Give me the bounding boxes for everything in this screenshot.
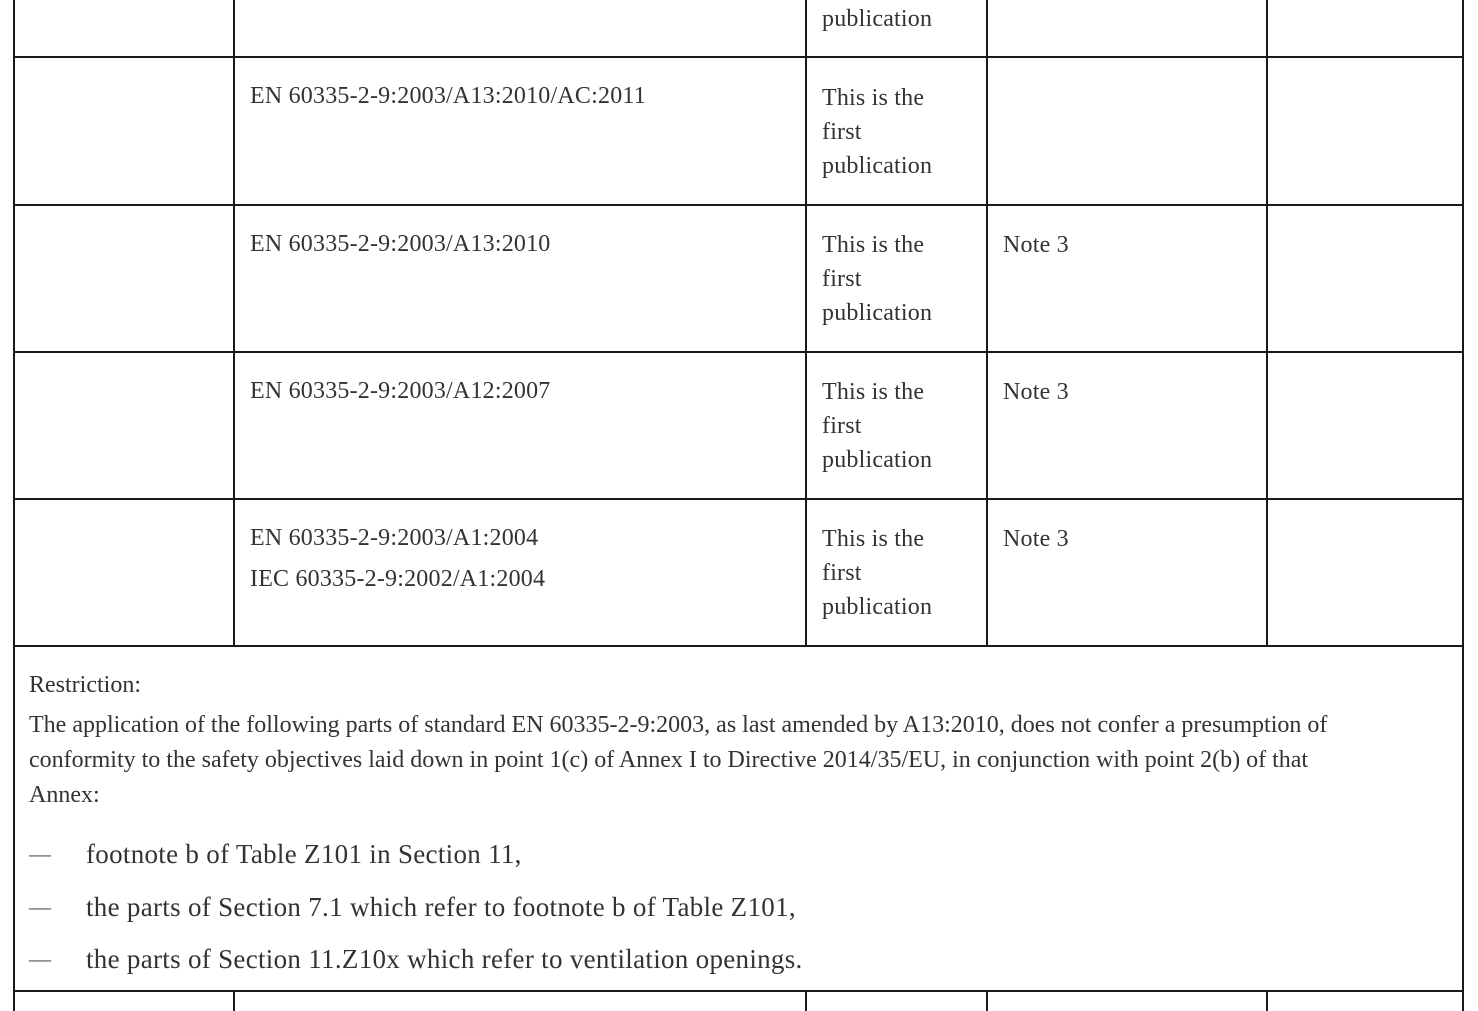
table-rule [13, 351, 1464, 353]
standard-reference: IEC 60335-2-9:2002/A1:2004 [250, 566, 546, 592]
restriction-paragraph-line: The application of the following parts of standard EN 60335-2-9:2003, as last amended by A13:2010, does not confer a presumption of [29, 712, 1328, 738]
standard-reference: EN 60335-2-9:2003/A12:2007 [250, 378, 551, 404]
table-border-left [13, 0, 15, 1011]
first-publication-text: publication [822, 447, 933, 473]
restriction-label: Restriction: [29, 672, 141, 698]
reference-cell [250, 518, 545, 600]
restriction-paragraph-line: Annex: [29, 782, 100, 808]
table-rule [13, 990, 1464, 992]
dash-marker: — [29, 946, 52, 971]
list-item-text: the parts of Section 11.Z10x which refer to ventilation openings. [86, 944, 803, 974]
first-publication-text: This is the [822, 85, 925, 111]
note-text: Note 3 [1003, 232, 1069, 258]
first-publication-cell [822, 228, 932, 330]
column-divider [805, 990, 807, 1011]
table-rule [13, 56, 1464, 58]
note-text: Note 3 [1003, 379, 1069, 405]
first-publication-text: first [822, 119, 862, 145]
first-publication-text: publication [822, 153, 933, 179]
standard-reference: EN 60335-2-9:2003/A13:2010/AC:2011 [250, 83, 646, 109]
column-divider [805, 0, 807, 647]
reference-cell [250, 371, 551, 412]
restriction-block [29, 668, 1449, 813]
first-publication-text: This is the [822, 379, 925, 405]
list-item [29, 933, 1449, 986]
column-divider [233, 0, 235, 647]
first-publication-cell [822, 81, 932, 183]
first-publication-text: first [822, 266, 862, 292]
reference-cell [250, 224, 551, 265]
first-publication-text: This is the [822, 526, 925, 552]
standard-reference: EN 60335-2-9:2003/A13:2010 [250, 231, 551, 257]
list-item-text: footnote b of Table Z101 in Section 11, [86, 839, 522, 869]
first-publication-text: publication [822, 6, 933, 32]
list-item-text: the parts of Section 7.1 which refer to footnote b of Table Z101, [86, 891, 796, 922]
list-item [29, 881, 1449, 934]
restriction-list [29, 828, 1449, 986]
table-rule [13, 204, 1464, 206]
standard-reference: EN 60335-2-9:2003/A1:2004 [250, 525, 539, 551]
first-publication-text: publication [822, 594, 933, 620]
note-text: Note 3 [1003, 526, 1069, 552]
column-divider [986, 990, 988, 1011]
column-divider [1266, 0, 1268, 647]
note-cell [1003, 228, 1069, 262]
first-publication-text: first [822, 413, 862, 439]
dash-marker: — [29, 893, 52, 919]
list-item [29, 828, 1449, 881]
reference-cell [250, 76, 646, 117]
column-divider [1266, 990, 1268, 1011]
table-rule [13, 498, 1464, 500]
restriction-paragraph [29, 708, 1449, 813]
note-cell [1003, 375, 1069, 409]
column-divider [233, 990, 235, 1011]
dash-marker: — [29, 841, 52, 866]
restriction-paragraph-line: conformity to the safety objectives laid down in point 1(c) of Annex I to Directive 2014/35/EU, in conjunction with point 2(b) of that [29, 747, 1309, 773]
first-publication-text: first [822, 560, 862, 586]
first-publication-cell [822, 375, 932, 477]
first-publication-text: This is the [822, 232, 925, 258]
table-rule [13, 645, 1464, 647]
column-divider [986, 0, 988, 647]
table-border-right [1462, 0, 1464, 1011]
first-publication-cell [822, 2, 932, 36]
note-cell [1003, 522, 1069, 556]
first-publication-text: publication [822, 300, 933, 326]
first-publication-cell [822, 522, 932, 624]
